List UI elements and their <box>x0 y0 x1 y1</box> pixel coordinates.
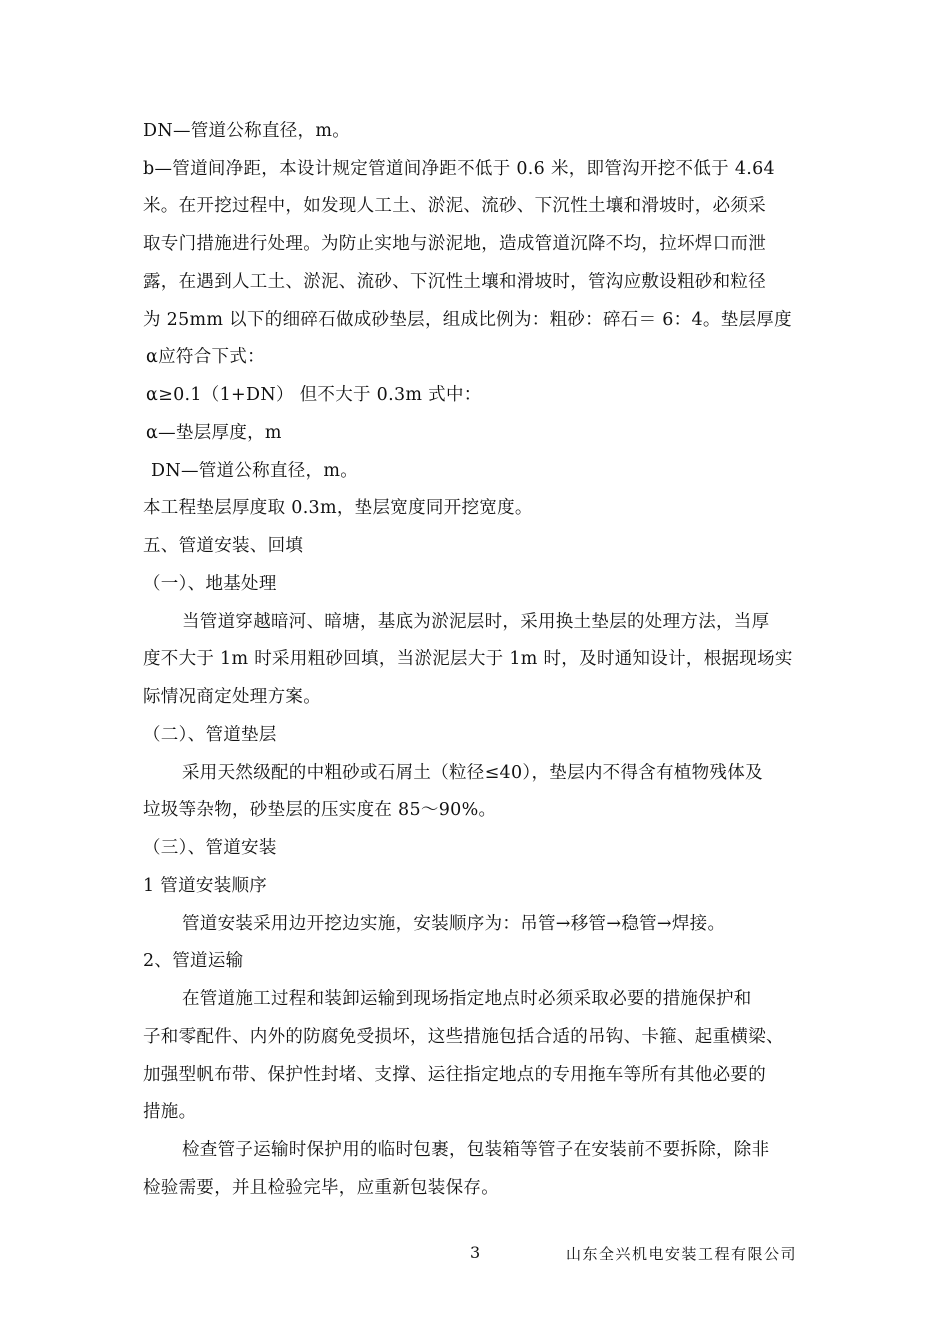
section-heading: 五、管道安装、回填 <box>143 536 304 556</box>
formula-line: α≥0.1（1+DN） 但不大于 0.3m 式中： <box>146 385 482 405</box>
footer-company: 山东全兴机电安装工程有限公司 <box>566 1245 798 1263</box>
text-line: 子和零配件、内外的防腐免受损坏，这些措施包括合适的吊钩、卡箍、起重横梁、 <box>143 1027 784 1047</box>
text-line: α应符合下式： <box>146 347 265 367</box>
text-line: 检验需要，并且检验完毕，应重新包装保存。 <box>143 1178 499 1198</box>
text-line: 管道安装采用边开挖边实施，安装顺序为：吊管→移管→稳管→焊接。 <box>182 914 726 934</box>
text-line: 露，在遇到人工土、淤泥、流砂、下沉性土壤和滑坡时，管沟应敷设粗砂和粒径 <box>143 272 766 292</box>
text-line: 本工程垫层厚度取 0.3m，垫层宽度同开挖宽度。 <box>143 498 533 518</box>
text-line: DN—管道公称直径，m。 <box>151 461 359 481</box>
text-line: 检查管子运输时保护用的临时包裹，包装箱等管子在安装前不要拆除，除非 <box>182 1140 770 1160</box>
text-line: 米。在开挖过程中，如发现人工土、淤泥、流砂、下沉性土壤和滑坡时，必须采 <box>143 196 766 216</box>
text-line: 加强型帆布带、保护性封堵、支撑、运往指定地点的专用拖车等所有其他必要的 <box>143 1065 766 1085</box>
item-heading: 2、管道运输 <box>143 951 244 971</box>
text-line: 度不大于 1m 时采用粗砂回填，当淤泥层大于 1m 时，及时通知设计，根据现场实 <box>143 649 793 669</box>
subsection-heading: （二）、管道垫层 <box>143 725 277 745</box>
text-line: 采用天然级配的中粗砂或石屑土（粒径≤40），垫层内不得含有植物残体及 <box>182 763 763 783</box>
text-line: 措施。 <box>143 1102 197 1122</box>
item-heading: 1 管道安装顺序 <box>143 876 268 896</box>
text-line: 在管道施工过程和装卸运输到现场指定地点时必须采取必要的措施保护和 <box>182 989 752 1009</box>
text-line: b—管道间净距，本设计规定管道间净距不低于 0.6 米，即管沟开挖不低于 4.64 <box>143 159 775 179</box>
text-line: 当管道穿越暗河、暗塘，基底为淤泥层时，采用换土垫层的处理方法，当厚 <box>182 612 770 632</box>
subsection-heading: （一）、地基处理 <box>143 574 277 594</box>
page-number: 3 <box>470 1243 481 1262</box>
text-line: 取专门措施进行处理。为防止实地与淤泥地，造成管道沉降不均，拉坏焊口而泄 <box>143 234 766 254</box>
text-line: α—垫层厚度，m <box>146 423 282 443</box>
text-line: 垃圾等杂物，砂垫层的压实度在 85～90%。 <box>143 800 497 820</box>
text-line: 为 25mm 以下的细碎石做成砂垫层，组成比例为：粗砂：碎石＝ 6：4。垫层厚度 <box>143 310 792 330</box>
text-line: DN—管道公称直径，m。 <box>143 121 351 141</box>
subsection-heading: （三）、管道安装 <box>143 838 277 858</box>
text-line: 际情况商定处理方案。 <box>143 687 321 707</box>
